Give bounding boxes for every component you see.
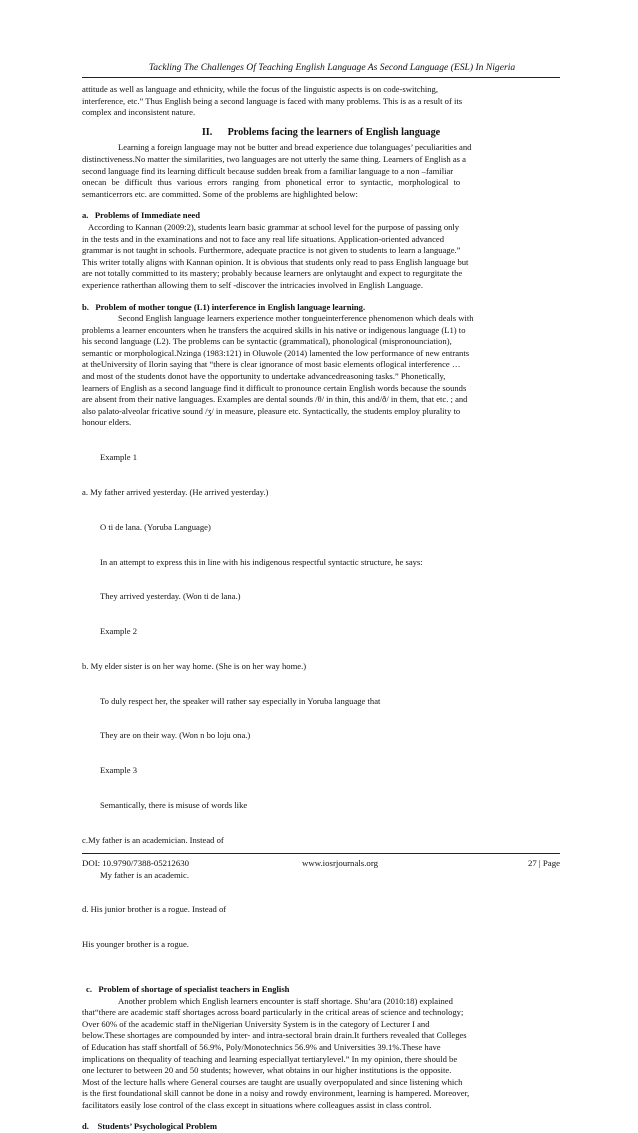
- text-line: onecan be difficult thus various errors ranging from phonetical error to syntactic, morphological to: [82, 177, 461, 188]
- subsection-heading-d: d. Students’ Psychological Problem: [82, 1121, 218, 1132]
- doi-text: DOI: 10.9790/7388-05212630: [82, 858, 190, 868]
- page-number: 27 | Page: [527, 858, 560, 868]
- subsection-heading-a: a. Problems of Immediate need: [82, 210, 200, 221]
- example-line: b. My elder sister is on her way home. (She is on her way home.): [82, 660, 307, 671]
- text-line: also palato-alveolar fricative sound /ʒ/ in measure, pleasure etc. Syntactically, the students employ plurality to: [82, 405, 461, 416]
- example-line: My father is an academic.: [100, 869, 190, 880]
- text-line: semanticerrors etc. are committed. Some of the problems are highlighted below:: [82, 188, 358, 199]
- example-label: Example 3: [100, 765, 137, 776]
- example-label: Example 2: [100, 626, 137, 637]
- text-line: his second language (L2). The problems can be syntactic (grammatical), phonological (mispronounciation),: [82, 336, 452, 347]
- example-line: They arrived yesterday. (Won ti de lana.): [100, 591, 241, 602]
- subsection-a-paragraph: [82, 222, 560, 292]
- examples-block: [82, 429, 560, 974]
- text-line: at theUniversity of Ilorin saying that “there is clear ignorance of most basic elements oflogical interference …: [82, 359, 461, 370]
- journal-url: www.iosrjournals.org: [302, 858, 378, 868]
- text-line: grammar is not taught in schools. Furthermore, adequate practice is not given to students to learn a language.”: [82, 245, 461, 256]
- example-label: Example 1: [100, 452, 137, 463]
- text-line: interference, etc.” Thus English being a second language is faced with many problems. This is as a result of its: [82, 95, 463, 106]
- text-line: implications on thequality of teaching and learning especiallyat tertiarylevel.” In my opinion, there should be: [82, 1053, 458, 1064]
- text-line: are not totally committed to its mastery; probably because learners are onlytaught and expect to regurgitate the: [82, 268, 463, 279]
- text-line: is the first foundational skill cannot be done in a noisy and rowdy environment, learning is hampered. Moreover,: [82, 1088, 470, 1099]
- intro-paragraph: [82, 84, 560, 119]
- subsection-c-paragraph: [82, 996, 560, 1112]
- article-body: [82, 84, 560, 1133]
- text-line: attitude as well as language and ethnicity, while the focus of the linguistic aspects is on code-switching,: [82, 84, 438, 94]
- text-line: experience ratherthan allowing them to self -discover the intricacies involved in English Language.: [82, 279, 424, 290]
- example-line: In an attempt to express this in line with his indigenous respectful syntactic structure, he says:: [100, 556, 423, 567]
- text-line: honour elders.: [82, 417, 132, 428]
- text-line: are absent from their native languages. Examples are dental sounds /θ/ in thin, this and/ð/ in them, that etc. ; and: [82, 394, 468, 405]
- header-rule: [82, 77, 560, 78]
- example-line: Semantically, there is misuse of words like: [100, 800, 248, 811]
- text-line: distinctiveness.No matter the similarities, two languages are not utterly the same thing. Learners of English as a: [82, 153, 466, 164]
- text-line: that“there are academic staff shortages across board particularly in the critical areas of science and technology;: [82, 1007, 464, 1018]
- text-line: in the tests and in the examinations and not to face any real life situations. Application-oriented advanced: [82, 233, 445, 244]
- text-line: Another problem which English learners encounter is staff shortage. Shu’ara (2010:18) explained: [118, 995, 453, 1006]
- example-line: They are on their way. (Won n bo loju ona.): [100, 730, 251, 741]
- text-line: Second English language learners experience mother tongueinterference phenomenon which deals with: [118, 313, 474, 324]
- text-line: semantic or morphological.Nzinga (1983:121) in Oluwole (2014) lamented the low performance of new entrants: [82, 347, 470, 358]
- running-title: Tackling The Challenges Of Teaching English Language As Second Language (ESL) In Nigeria: [148, 62, 516, 73]
- subsection-heading-b: b. Problem of mother tongue (L1) interference in English language learning.: [82, 301, 366, 312]
- section-heading: II. Problems facing the learners of English language: [201, 126, 441, 138]
- text-line: learners of English as a second language find it difficult to pronounce certain English words because the sounds: [82, 382, 467, 393]
- example-line: a. My father arrived yesterday. (He arrived yesterday.): [82, 487, 269, 497]
- text-line: This writer totally aligns with Kannan opinion. It is obvious that students only read to pass English language but: [82, 256, 469, 267]
- text-line: problems a learner encounters when he transfers the acquired skills in his native or indigenous language (L1) to: [82, 324, 466, 335]
- text-line: facilitators easily lose control of the class except in situations where colleagues assist in class control.: [82, 1099, 432, 1110]
- section-paragraph: [82, 142, 560, 200]
- text-line: Over 60% of the academic staff in theNigerian University System is in the category of Lecturer I and: [82, 1018, 430, 1029]
- example-line: d. His junior brother is a rogue. Instead of: [82, 904, 227, 915]
- subsection-b-paragraph: [82, 313, 560, 429]
- text-line: Learning a foreign language may not be butter and bread experience due tolanguages’ peculiarities and: [118, 142, 472, 153]
- text-line: According to Kannan (2009:2), students learn basic grammar at school level for the purpose of passing only: [88, 221, 460, 232]
- text-line: complex and inconsistent nature.: [82, 107, 196, 118]
- text-line: one lecturer to between 20 and 50 students; however, what obtains in our higher institutions is the opposite.: [82, 1065, 452, 1076]
- example-line: His younger brother is a rogue.: [82, 939, 189, 950]
- footer-rule: [82, 853, 560, 854]
- example-line: To duly respect her, the speaker will rather say especially in Yoruba language that: [100, 695, 381, 706]
- example-line: O ti de lana. (Yoruba Language): [100, 521, 211, 532]
- text-line: and most of the students donot have the opportunity to undertake advancedreasoning tasks.” Phonetically,: [82, 371, 446, 382]
- text-line: below.These shortages are compounded by inter- and intra-sectoral brain drain.It furthers revealed that Colleges: [82, 1030, 467, 1041]
- text-line: Most of the lecture halls where General courses are taught are usually overpopulated and since listening which: [82, 1076, 463, 1087]
- example-line: c.My father is an academician. Instead of: [82, 834, 224, 845]
- subsection-heading-c: c. Problem of shortage of specialist teachers in English: [86, 983, 290, 994]
- text-line: of Education has staff shortfall of 56.9%, Poly/Monotechnics 56.9% and Universities 39.1%.These have: [82, 1041, 441, 1052]
- text-line: second language find its learning difficult because sudden break from a familiar language to a non –familiar: [82, 165, 454, 176]
